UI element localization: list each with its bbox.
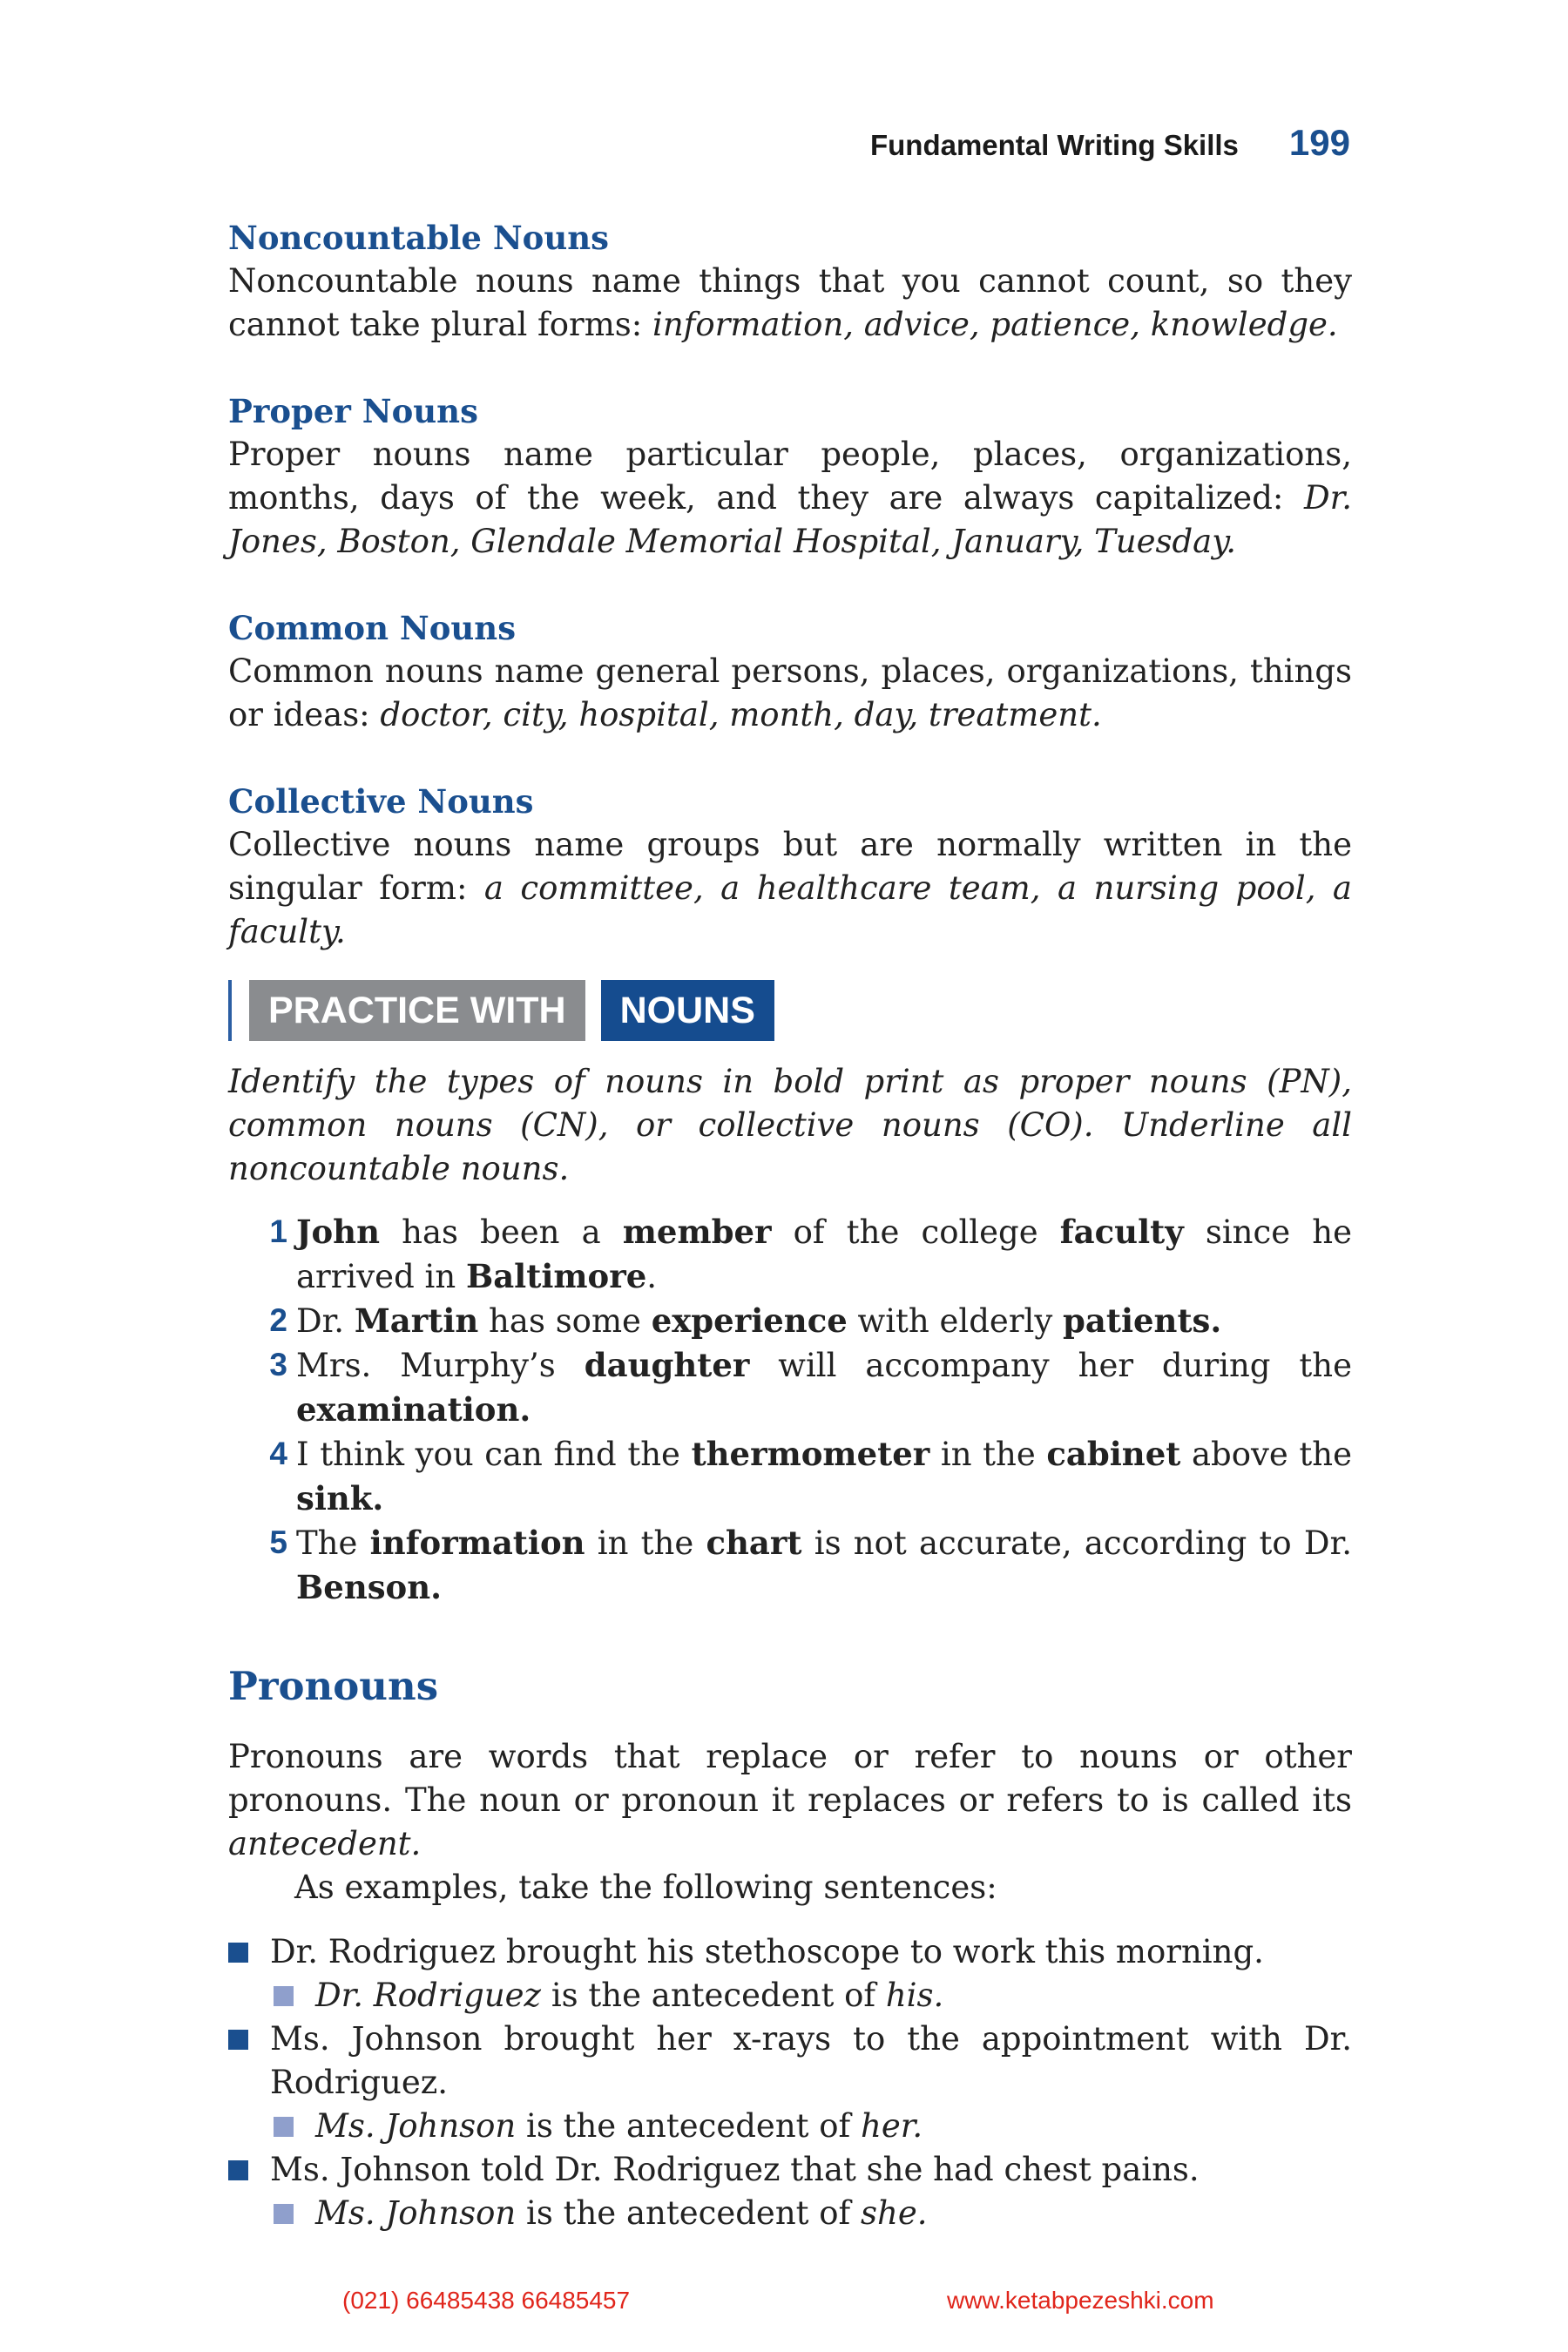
example-subbullet: Ms. Johnson is the antecedent of her. [228, 2105, 1352, 2148]
square-bullet-icon [228, 1943, 248, 1963]
section-heading: Common Nouns [228, 609, 517, 647]
section-collective [228, 780, 1352, 954]
page-body [228, 216, 1352, 2235]
section-noncountable [228, 216, 1352, 347]
section-text: Noncountable nouns name things that you cannot count, so they cannot take plural forms: information, advice, patience, knowledge. [228, 262, 1352, 343]
square-bullet-icon [274, 2204, 294, 2224]
list-item [228, 1299, 1352, 1343]
item-number: 3 [269, 1347, 287, 1382]
example-bullet: Ms. Johnson brought her x-rays to the appointment with Dr. Rodriguez. [228, 2017, 1352, 2105]
section-heading: Noncountable Nouns [228, 219, 609, 257]
item-number: 5 [269, 1524, 287, 1560]
square-bullet-icon [228, 2030, 248, 2050]
practice-list [228, 1210, 1352, 1610]
practice-instructions: Identify the types of nouns in bold print as proper nouns (PN), common nouns (CN), or collective nouns (CO). Underline all noncountable nouns. [228, 1063, 1352, 1187]
footer-website[interactable]: www.ketabpezeshki.com [947, 2287, 1214, 2314]
list-item [228, 1432, 1352, 1521]
example-subbullet: Dr. Rodriguez is the antecedent of his. [228, 1974, 1352, 2017]
page-number: 199 [1288, 122, 1350, 163]
running-header [870, 122, 1350, 164]
list-item [228, 1343, 1352, 1432]
section-proper [228, 389, 1352, 564]
section-text: Proper nouns name particular people, places, organizations, months, days of the week, and they are always capitalized: Dr. Jones, Boston, Glendale Memorial Hospital, January, Tuesday. [228, 436, 1352, 560]
section-heading: Proper Nouns [228, 392, 478, 430]
item-number: 4 [269, 1436, 287, 1471]
square-bullet-icon [274, 1986, 294, 2006]
section-text: Common nouns name general persons, places, organizations, things or ideas: doctor, city, hospital, month, day, treatment. [228, 652, 1352, 733]
practice-banner [228, 980, 1352, 1041]
square-bullet-icon [228, 2160, 248, 2180]
pronouns-intro: Pronouns are words that replace or refer to nouns or other pronouns. The noun or pronoun it replaces or refers to is called its antecedent. [228, 1738, 1352, 1862]
item-text: Dr. Martin has some experience with elderly patients. [296, 1301, 1222, 1340]
section-heading: Collective Nouns [228, 782, 534, 821]
practice-topic: NOUNS [601, 980, 774, 1041]
example-bullet: Ms. Johnson told Dr. Rodriguez that she had chest pains. [228, 2148, 1352, 2192]
item-text: Mrs. Murphy’s daughter will accompany her during the examination. [296, 1346, 1352, 1429]
banner-rule [228, 980, 232, 1041]
example-bullet: Dr. Rodriguez brought his stethoscope to work this morning. [228, 1930, 1352, 1974]
practice-label: PRACTICE WITH [249, 980, 585, 1041]
footer-phone: (021) 66485438 66485457 [342, 2287, 631, 2314]
list-item [228, 1521, 1352, 1610]
item-number: 1 [269, 1213, 287, 1249]
square-bullet-icon [274, 2117, 294, 2137]
pronouns-heading: Pronouns [228, 1663, 439, 1709]
item-text: John has been a member of the college faculty since he arrived in Baltimore. [296, 1213, 1352, 1295]
item-number: 2 [269, 1302, 287, 1338]
list-item [228, 1210, 1352, 1299]
section-text: Collective nouns name groups but are normally written in the singular form: a committee, a healthcare team, a nursing pool, a faculty. [228, 826, 1352, 950]
running-title: Fundamental Writing Skills [869, 129, 1239, 161]
item-text: The information in the chart is not accurate, according to Dr. Benson. [296, 1524, 1352, 1606]
item-text: I think you can find the thermometer in the cabinet above the sink. [296, 1435, 1353, 1517]
section-common [228, 606, 1352, 737]
example-list [228, 1930, 1352, 2235]
example-subbullet: Ms. Johnson is the antecedent of she. [228, 2192, 1352, 2235]
pronouns-examples-lead: As examples, take the following sentences: [294, 1869, 997, 1906]
